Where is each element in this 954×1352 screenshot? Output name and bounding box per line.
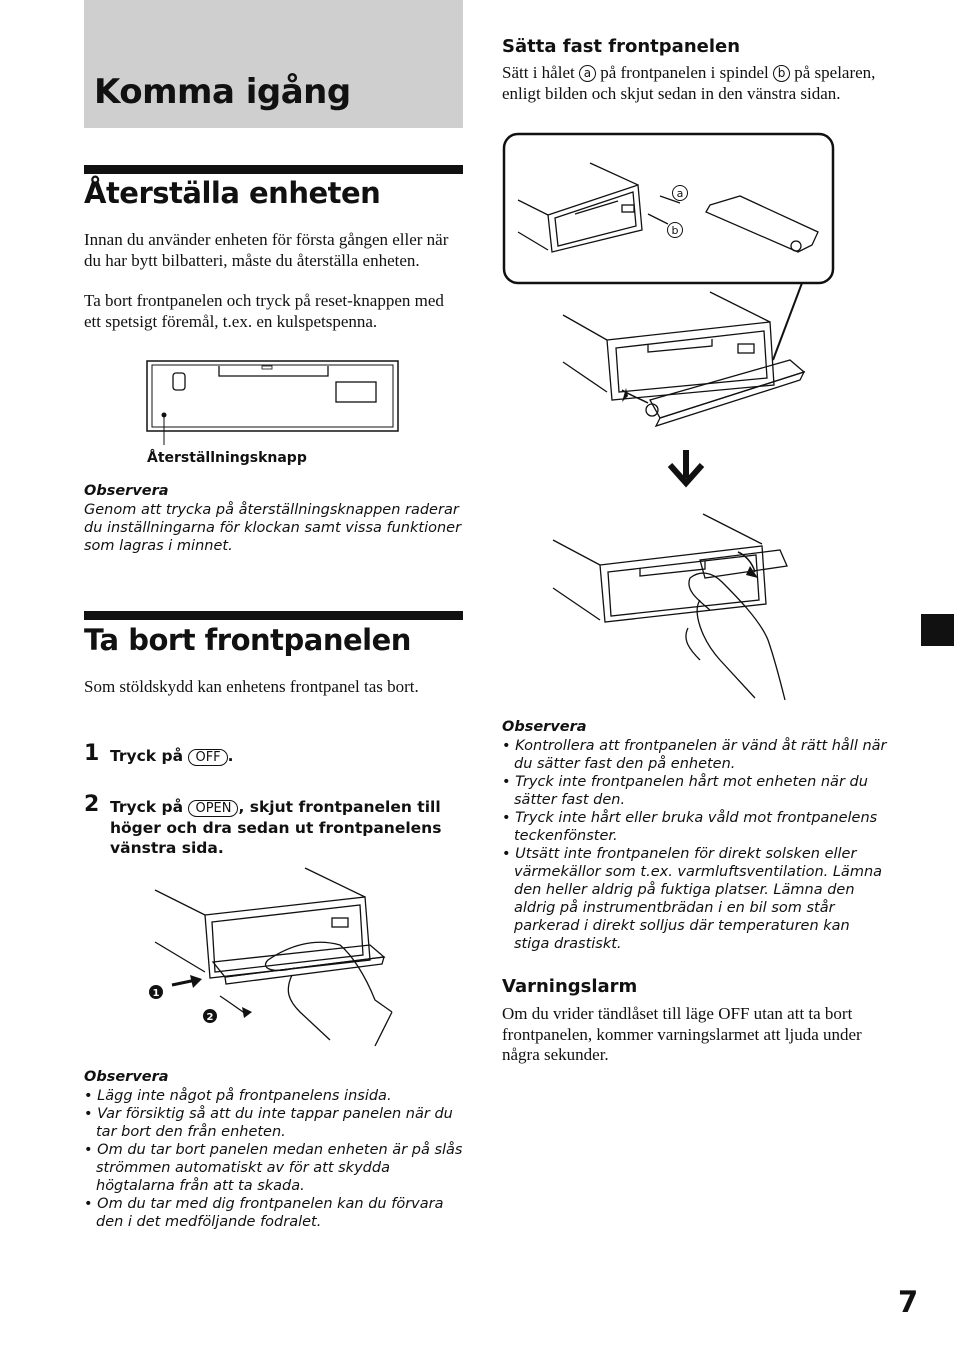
reset-note-text: Genom att trycka på återställningsknappen raderar du inställningarna för klockan samt vissa funktioner som lagras i minnet. <box>84 502 462 554</box>
reset-note-heading: Observera <box>84 483 169 499</box>
step-2-number: 2 <box>84 792 100 817</box>
attach-note-heading: Observera <box>502 719 587 735</box>
step-1-pre: Tryck på <box>110 747 189 765</box>
label-a-icon: a <box>579 65 596 82</box>
chapter-title: Komma igång <box>94 72 351 112</box>
remove-note-heading: Observera <box>84 1069 169 1085</box>
list-item: • Kontrollera att frontpanelen är vänd åt rätt håll när du sätter fast den på enheten. <box>502 738 887 772</box>
list-item: • Om du tar med dig frontpanelen kan du förvara den i det medföljande fodralet. <box>84 1196 444 1230</box>
note-text: Lägg inte något på frontpanelens insida. <box>97 1088 392 1104</box>
list-item: • Tryck inte frontpanelen hårt mot enheten när du sätter fast den. <box>502 774 868 808</box>
attach-notes-list <box>502 737 888 953</box>
step-2-pre: Tryck på <box>110 798 189 816</box>
note-text: Utsätt inte frontpanelen för direkt solsken eller värmekällor som t.ex. varmluftsventilation. Lämna den heller aldrig på fuktiga platser. Lämna den aldrig på instrumentbrädan i en bil som står parkerad i direkt solljus där temperaturen kan stiga drastiskt. <box>514 846 883 952</box>
list-item: • Utsätt inte frontpanelen för direkt solsken eller värmekällor som t.ex. varmluftsventilation. Lämna den heller aldrig på fuktiga platser. Lämna den aldrig på instrumentbrädan i en bil som står parkerad i direkt solljus där temperaturen kan stiga drastiskt. <box>502 846 883 952</box>
note-text: Var försiktig så att du inte tappar panelen när du tar bort den från enheten. <box>96 1106 453 1140</box>
attach-text-b: på frontpanelen i spindel <box>595 63 773 82</box>
note-text: Tryck inte frontpanelen hårt mot enheten när du sätter fast den. <box>514 774 868 808</box>
open-key: OPEN <box>188 800 238 817</box>
step-1-post: . <box>227 747 234 765</box>
step-2-post: , skjut frontpanelen till höger och dra sedan ut frontpanelens vänstra sida. <box>110 798 442 857</box>
step-1-number: 1 <box>84 741 100 766</box>
list-item: • Tryck inte hårt eller bruka våld mot frontpanelens teckenfönster. <box>502 810 878 844</box>
note-text: Om du tar bort panelen medan enheten är på slås strömmen automatiskt av för att skydda högtalarna från att ta skada. <box>96 1142 463 1194</box>
attach-text-c: på spelaren, enligt bilden och skjut sedan in den vänstra sidan. <box>502 63 876 103</box>
alarm-text: Om du vrider tändlåset till läge OFF utan att ta bort frontpanelen, kommer varningslarmet att ljuda under några sekunder. <box>502 1004 862 1064</box>
note-text: Tryck inte hårt eller bruka våld mot frontpanelens teckenfönster. <box>514 810 878 844</box>
fig-label-a: a <box>676 187 684 200</box>
reset-heading: Återställa enheten <box>84 176 381 210</box>
reset-paragraph-2: Ta bort frontpanelen och tryck på reset-knappen med ett spetsigt föremål, t.ex. en kulspetspenna. <box>84 291 444 331</box>
remove-intro: Som stöldskydd kan enhetens frontpanel tas bort. <box>84 677 419 696</box>
section-tab-marker <box>921 614 954 646</box>
fig-label-1: 1 <box>152 988 160 999</box>
page-number: 7 <box>898 1285 919 1319</box>
label-b-icon: b <box>773 65 790 82</box>
fig-label-2: 2 <box>206 1012 214 1023</box>
remove-heading: Ta bort frontpanelen <box>84 623 411 657</box>
list-item: • Var försiktig så att du inte tappar panelen när du tar bort den från enheten. <box>84 1106 453 1140</box>
reset-button-caption: Återställningsknapp <box>147 450 307 466</box>
note-text: Kontrollera att frontpanelen är vänd åt rätt håll när du sätter fast den på enheten. <box>514 738 887 772</box>
off-key: OFF <box>188 749 227 766</box>
attach-heading: Sätta fast frontpanelen <box>502 36 741 57</box>
fig-label-b: b <box>671 224 679 237</box>
list-item: • Om du tar bort panelen medan enheten är på slås strömmen automatiskt av för att skydda högtalarna från att ta skada. <box>84 1142 463 1194</box>
list-item: • Lägg inte något på frontpanelens insida. <box>84 1088 392 1104</box>
note-text: Om du tar med dig frontpanelen kan du förvara den i det medföljande fodralet. <box>96 1196 444 1230</box>
reset-paragraph-1: Innan du använder enheten för första gången eller när du har bytt bilbatteri, måste du återställa enheten. <box>84 230 449 270</box>
alarm-heading: Varningslarm <box>502 976 638 997</box>
attach-text-a: Sätt i hålet <box>502 63 579 82</box>
